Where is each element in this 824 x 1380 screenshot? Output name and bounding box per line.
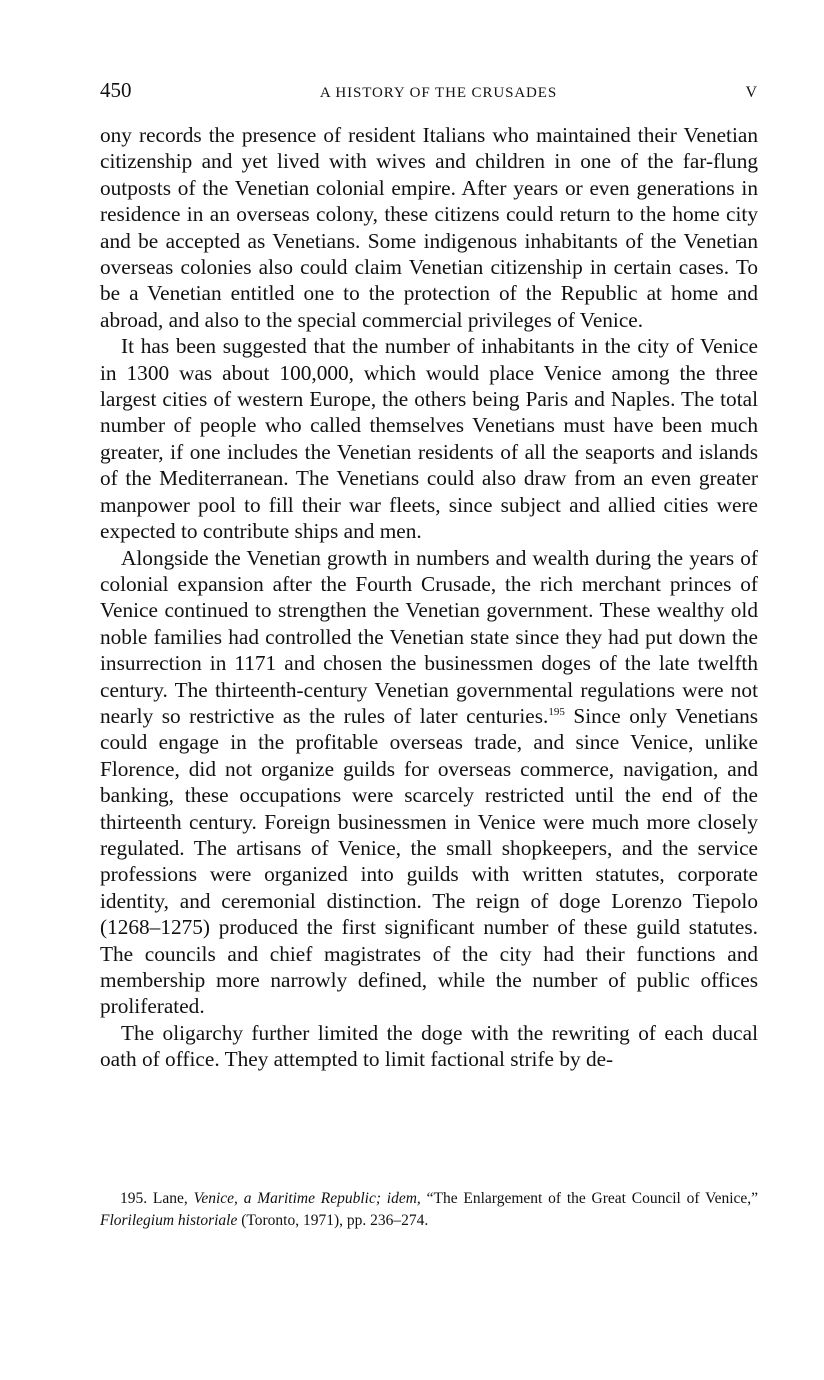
section-number: V [745,84,758,101]
paragraph-4: The oligarchy further limited the doge with the rewriting of each ducal oath of office. They attempted to limit factional strife by de- [100,1020,758,1072]
footnote-195 [100,1188,758,1232]
footnote-title-2: Florilegium historiale [100,1212,238,1229]
page-number: 450 [100,78,132,102]
running-head: A HISTORY OF THE CRUSADES [319,85,558,101]
footnote-number: 195. Lane, [120,1190,188,1207]
footnote-title-1: Venice, a Maritime Republic; idem, [193,1190,421,1207]
paragraph-1: ony records the presence of resident Italians who maintained their Venetian citizenship and yet lived with wives and children in one of the far-flung outposts of the Venetian colonial empire. After years or even generations in residence in an overseas colony, these citizens could return to the home city and be accepted as Venetians. Some indigenous inhabitants of the Venetian overseas colonies also could claim Venetian citizenship in certain cases. To be a Venetian entitled one to the protection of the Republic at home and abroad, and also to the special commercial privileges of Venice. [100,123,758,332]
body-text [100,122,758,1073]
paragraph-3-text-b: Since only Venetians could engage in the profitable overseas trade, and since Venice, unlike Florence, did not organize guilds for overseas commerce, navigation, and banking, these occupations were scarcely restricted until the end of the thirteenth century. Foreign businessmen in Venice were much more closely regulated. The artisans of Venice, the small shopkeepers, and the service professions were organized into guilds with written statutes, corporate identity, and ceremonial distinction. The reign of doge Lorenzo Tiepolo (1268–1275) produced the first significant number of these guild statutes. The councils and chief magistrates of the city had their functions and membership more narrowly defined, while the number of public offices proliferated. [100,703,758,1019]
paragraph-2: It has been suggested that the number of inhabitants in the city of Venice in 1300 was about 100,000, which would place Venice among the three largest cities of western Europe, the others being Paris and Naples. The total number of people who called themselves Venetians must have been much greater, if one includes the Venetian residents of all the seaports and islands of the Mediterranean. The Venetians could also draw from an even greater manpower pool to fill their war fleets, since subject and allied cities were expected to contribute ships and men. [100,334,758,544]
paragraph-3-text-a: Alongside the Venetian growth in numbers and wealth during the years of colonial expansion after the Fourth Crusade, the rich merchant princes of Venice continued to strengthen the Venetian government. These wealthy old noble families had controlled the Venetian state since they had put down the insurrection in 1171 and chosen the businessmen doges of the late twelfth century. The thirteenth-century Venetian governmental regulations were not nearly so restrictive as the rules of later centuries. [100,545,758,728]
paragraph-3 [100,545,758,1020]
footnote-reference: 195 [548,705,565,718]
page-header [100,78,758,102]
footnote-text-2: (Toronto, 1971), pp. 236–274. [241,1212,429,1229]
footnote-text-1: “The Enlargement of the Great Council of Venice,” [426,1190,759,1207]
